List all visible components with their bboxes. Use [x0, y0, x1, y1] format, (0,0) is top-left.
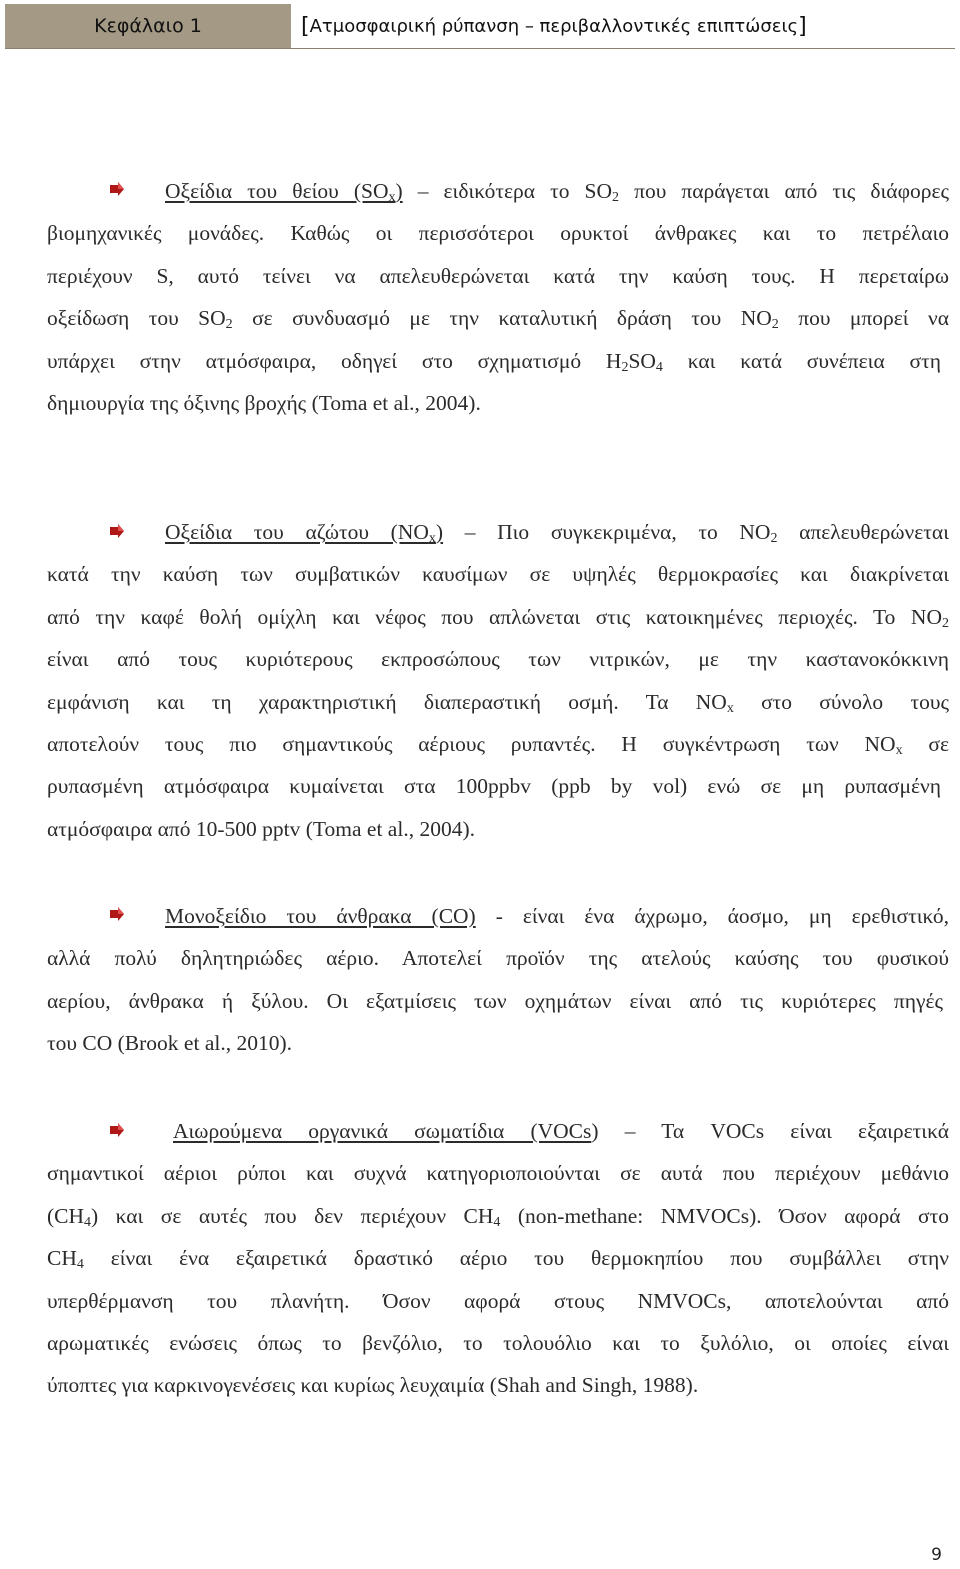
chapter-title	[301, 4, 807, 48]
text-line: ρυπασμένη ατμόσφαιρα κυμαίνεται στα 100ppbv (ppb by vol) ενώ σε μη ρυπασμένη	[47, 774, 941, 799]
text-line: δημιουργία της όξινης βροχής (Toma et al., 2004).	[47, 390, 481, 415]
text-line: αλλά πολύ δηλητηριώδες αέριο. Αποτελεί προϊόν της ατελούς καύσης του φυσικού	[47, 946, 949, 971]
text-line: σημαντικοί αέριοι ρύποι και συχνά κατηγοριοποιούνται σε αυτά που περιέχουν μεθάνιο	[47, 1161, 949, 1186]
text-line: Αιωρούμενα οργανικά σωματίδια (VOCs) – Τα VOCs είναι εξαιρετικά	[173, 1119, 950, 1143]
text-line: βιομηχανικές μονάδες. Καθώς οι περισσότεροι ορυκτοί άνθρακες και το πετρέλαιο	[47, 221, 949, 246]
text-line: υπάρχει στην ατμόσφαιρα, οδηγεί στο σχηματισμό $H_2SO_4$ και κατά συνέπεια στη	[47, 348, 941, 375]
page-header	[5, 4, 955, 49]
text-line: Οξείδια του θείου $(SO_x)$ – ειδικότερα το $SO_2$ που παράγεται από τις διάφορες	[165, 179, 949, 205]
text-line: ύποπτες για καρκινογενέσεις και κυρίως λευχαιμία (Shah and Singh, 1988).	[47, 1373, 699, 1398]
term-heading: Μονοξείδιο του άνθρακα (CO)	[165, 904, 476, 928]
text-line: από την καφέ θολή ομίχλη και νέφος που απλώνεται στις κατοικημένες περιοχές. Το $NO_2$	[47, 604, 949, 631]
text-line: ατμόσφαιρα από 10-500 pptv (Toma et al., 2004).	[47, 816, 475, 841]
term-heading: Οξείδια του θείου $(SO_x)$	[165, 179, 403, 205]
text-line: Οξείδια του αζώτου $(NO_x)$ – Πιο συγκεκριμένα, το $NO_2$ απελευθερώνεται	[165, 520, 949, 546]
term-heading: Αιωρούμενα οργανικά σωματίδια (VOCs	[173, 1119, 592, 1143]
chapter-title-text: Ατμοσφαιρική ρύπανση – περιβαλλοντικές επιπτώσεις	[309, 15, 799, 37]
text-line: υπερθέρμανση του πλανήτη. Όσον αφορά στους NMVOCs, αποτελούνται από	[47, 1288, 949, 1313]
paragraph-sox	[47, 170, 949, 424]
text-line: αρωματικές ενώσεις όπως το βενζόλιο, το τολουόλιο και το ξυλόλιο, οι οποίες είναι	[47, 1330, 949, 1355]
text-line: Μονοξείδιο του άνθρακα (CO) - είναι ένα άχρωμο, άοσμο, μη ερεθιστικό,	[165, 904, 949, 928]
text-line: περιέχουν S, αυτό τείνει να απελευθερώνεται κατά την καύση τους. Η περεταίρω	[47, 263, 949, 288]
term-heading: Οξείδια του αζώτου $(NO_x)$	[165, 520, 444, 546]
title-bracket-open: [	[301, 13, 310, 39]
title-bracket-close: ]	[798, 13, 807, 39]
text-line: αποτελούν τους πιο σημαντικούς αέριους ρυπαντές. Η συγκέντρωση των $NO_x$ σε	[47, 731, 950, 758]
text-line: $(CH_4)$ και σε αυτές που δεν περιέχουν $CH_4$ (non-methane: NMVOCs). Όσον αφορά στο	[47, 1203, 950, 1230]
paragraph-vocs	[47, 1110, 949, 1407]
text-line: εμφάνιση και τη χαρακτηριστική διαπεραστική οσμή. Τα $NO_x$ στο σύνολο τους	[47, 689, 949, 716]
text-line: του CO (Brook et al., 2010).	[47, 1031, 293, 1056]
text-line: κατά την καύση των συμβατικών καυσίμων σε υψηλές θερμοκρασίες και διακρίνεται	[47, 562, 949, 587]
paragraph-nox	[47, 511, 949, 850]
text-line: $CH_4$ είναι ένα εξαιρετικά δραστικό αέριο του θερμοκηπίου που συμβάλλει στην	[47, 1246, 949, 1273]
text-line: οξείδωση του $SO_2$ σε συνδυασμό με την καταλυτική δράση του $NO_2$ που μπορεί να	[47, 306, 949, 333]
chapter-label: Κεφάλαιο 1	[5, 4, 291, 48]
page-number: 9	[931, 1545, 942, 1565]
paragraph-co	[47, 895, 949, 1065]
text-line: αερίου, άνθρακα ή ξύλου. Οι εξατμίσεις των οχημάτων είναι από τις κυριότερες πηγές	[47, 988, 943, 1013]
text-line: είναι από τους κυριότερους εκπροσώπους των νιτρικών, με την καστανοκόκκινη	[47, 647, 949, 672]
